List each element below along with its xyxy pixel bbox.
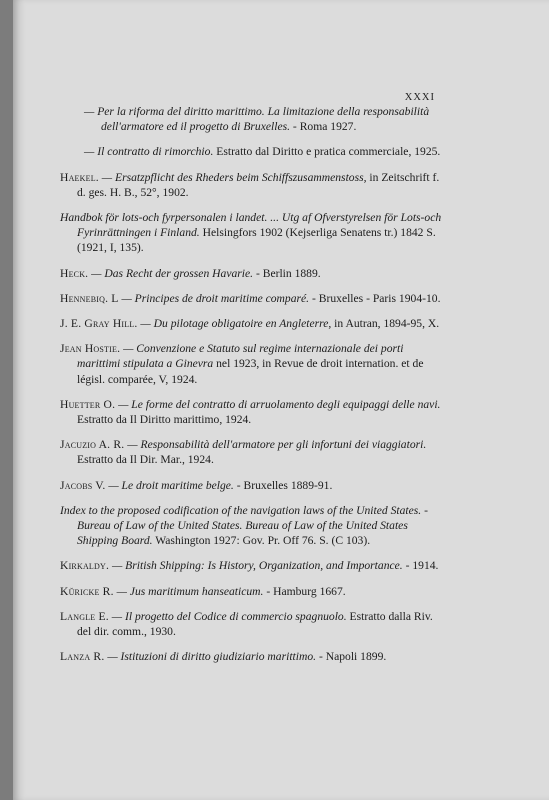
entry-author: Haekel. [60, 170, 99, 184]
entry-publication: - Roma 1927. [290, 120, 357, 134]
entry-publication: nel 1923, in Revue de droit internation. et de législ. comparée, V, 1924. [77, 357, 424, 386]
entry-title: — Convenzione e Statuto sul regime internazionale dei porti marittimi stipulata a Ginevra [77, 342, 404, 371]
entry-title: Index to the proposed codification of the navigation laws of the United States. - Bureau of Law of the United States. Bureau of Law of the United States Shipping Board. [60, 503, 428, 548]
entry-publication: - 1914. [402, 559, 439, 573]
bibliography-entry [60, 170, 442, 200]
entry-publication: - Hamburg 1667. [263, 584, 346, 598]
entry-title: — Principes de droit maritime comparé. [118, 291, 310, 305]
entry-author: Kŭricke R. [60, 584, 114, 598]
entry-title: — Du pilotage obligatoire en Angleterre, [137, 317, 332, 331]
bibliography-entry [60, 397, 442, 427]
entry-title: — Il progetto del Codice di commercio spagnuolo. [108, 609, 347, 623]
entry-title: Handbok för lots-och fyrpersonalen i landet. ... Utg af Ofverstyrelsen för Lots-och Fyrinrättningen i Finland. [60, 211, 442, 240]
entry-publication: Estratto da Il Dir. Mar., 1924. [77, 453, 214, 467]
entry-publication: Estratto dalla Riv. del dir. comm., 1930. [77, 609, 433, 639]
book-page [13, 0, 549, 800]
bibliography-entry [60, 649, 442, 664]
entry-publication: - Napoli 1899. [316, 650, 387, 664]
entry-title: — Jus maritimum hanseaticum. [113, 584, 264, 598]
entry-author: Huetter O. [60, 397, 116, 411]
bibliography-entry [60, 316, 442, 331]
bibliography-list [60, 104, 442, 674]
entry-title: — Il contratto di rimorchio. [84, 145, 214, 159]
entry-publication: - Bruxelles - Paris 1904-10. [309, 291, 441, 305]
bibliography-entry [60, 584, 442, 599]
entry-author: J. E. Gray Hill. [60, 317, 138, 331]
entry-title: — Das Recht der grossen Havarie. [88, 266, 254, 280]
bibliography-entry [60, 437, 442, 467]
bibliography-entry [60, 266, 442, 281]
entry-author: Langle E. [60, 609, 109, 623]
bibliography-entry [60, 503, 442, 549]
entry-author: Jacobs V. [60, 478, 106, 492]
entry-publication: - Bruxelles 1889-91. [233, 478, 333, 492]
entry-title: — Per la riforma del diritto marittimo. La limitazione della responsabilità dell'armatore ed il progetto di Bruxelles. [84, 105, 430, 134]
entry-publication: in Autran, 1894-95, X. [331, 317, 440, 331]
entry-title: — Istituzioni di diritto giudiziario marittimo. [104, 650, 317, 664]
entry-publication: Washington 1927: Gov. Pr. Off 76. S. (C 103). [152, 534, 371, 548]
bibliography-entry [60, 558, 442, 573]
entry-publication: Estratto da Il Diritto marittimo, 1924. [77, 413, 252, 427]
bibliography-entry [60, 210, 442, 256]
entry-author: Hennebiq. L [60, 291, 119, 305]
entry-publication: - Berlin 1889. [253, 266, 321, 280]
entry-title: — Le droit maritime belge. [105, 478, 234, 492]
bibliography-entry [60, 478, 442, 493]
entry-title: — Responsabilità dell'armatore per gli infortuni dei viaggiatori. [124, 438, 427, 452]
bibliography-entry [60, 341, 442, 387]
bibliography-entry [60, 609, 442, 639]
bibliography-entry [60, 104, 442, 134]
entry-author: Heck. [60, 266, 89, 280]
entry-publication: Helsingfors 1902 (Kejserliga Senatens tr.) 1842 S. (1921, I, 135). [77, 226, 436, 255]
bibliography-entry [60, 144, 442, 159]
entry-title: — Le forme del contratto di arruolamento degli equipaggi delle navi. [115, 397, 441, 411]
entry-publication: Estratto dal Diritto e pratica commerciale, 1925. [213, 145, 441, 159]
entry-author: Lanza R. [60, 650, 105, 664]
entry-title: — British Shipping: Is History, Organization, and Importance. [109, 559, 403, 573]
entry-title: — Ersatzpflicht des Rheders beim Schiffszusammenstoss, [98, 170, 367, 184]
entry-publication: in Zeitschrift f. d. ges. H. B., 52°, 1902. [77, 170, 440, 199]
bibliography-entry [60, 291, 442, 306]
page-number: XXXI [404, 92, 435, 103]
entry-author: Jean Hostie. [60, 342, 121, 356]
entry-author: Kirkaldy. [60, 559, 110, 573]
entry-author: Jacuzio A. R. [60, 438, 125, 452]
